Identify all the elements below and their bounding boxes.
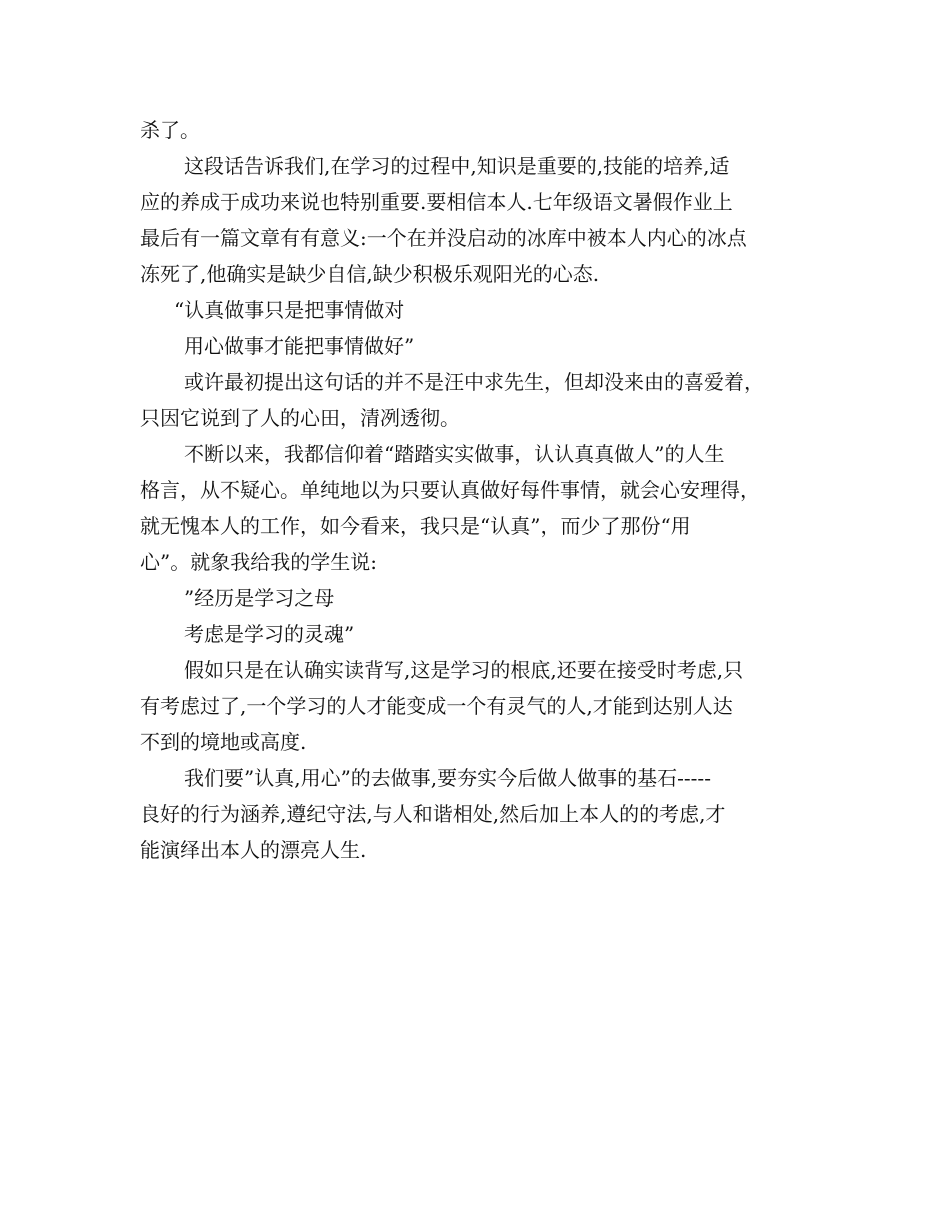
quote-line: 考虑是学习的灵魂” [184, 622, 355, 646]
text-line: 心”。就象我给我的学生说: [140, 550, 377, 574]
text-line: 冻死了,他确实是缺少自信,缺少积极乐观阳光的心态. [140, 262, 600, 286]
quote-line: “认真做事只是把事情做对 [174, 298, 405, 322]
text-line: 杀了。 [140, 118, 200, 142]
text-line: 格言，从不疑心。单纯地以为只要认真做好每件事情，就会心安理得， [140, 478, 760, 502]
text-line: 有考虑过了,一个学习的人才能变成一个有灵气的人,才能到达别人达 [140, 694, 733, 718]
quote-line: 用心做事才能把事情做好” [184, 334, 415, 358]
paragraph-start-line: 不断以来，我都信仰着“踏踏实实做事，认认真真做人”的人生 [184, 442, 725, 466]
text-line: 良好的行为涵养,遵纪守法,与人和谐相处,然后加上本人的的考虑,才 [140, 802, 726, 826]
text-line: 最后有一篇文章有有意义:一个在并没启动的冰库中被本人内心的冰点 [140, 226, 747, 250]
text-line: 应的养成于成功来说也特别重要.要相信本人.七年级语文暑假作业上 [140, 190, 733, 214]
paragraph-start-line: 假如只是在认确实读背写,这是学习的根底,还要在接受时考虑,只 [184, 658, 744, 682]
text-line: 只因它说到了人的心田，清冽透彻。 [140, 406, 460, 430]
text-line: 能演绎出本人的漂亮人生. [140, 838, 367, 862]
quote-line: ”经历是学习之母 [184, 586, 335, 610]
paragraph-start-line: 或许最初提出这句话的并不是汪中求先生，但却没来由的喜爱着， [184, 370, 764, 394]
text-line: 就无愧本人的工作，如今看来，我只是“认真”，而少了那份“用 [140, 514, 691, 538]
paragraph-start-line: 我们要”认真,用心”的去做事,要夯实今后做人做事的基石----- [184, 766, 711, 790]
paragraph-start-line: 这段话告诉我们,在学习的过程中,知识是重要的,技能的培养,适 [184, 154, 730, 178]
text-line: 不到的境地或高度. [140, 730, 307, 754]
